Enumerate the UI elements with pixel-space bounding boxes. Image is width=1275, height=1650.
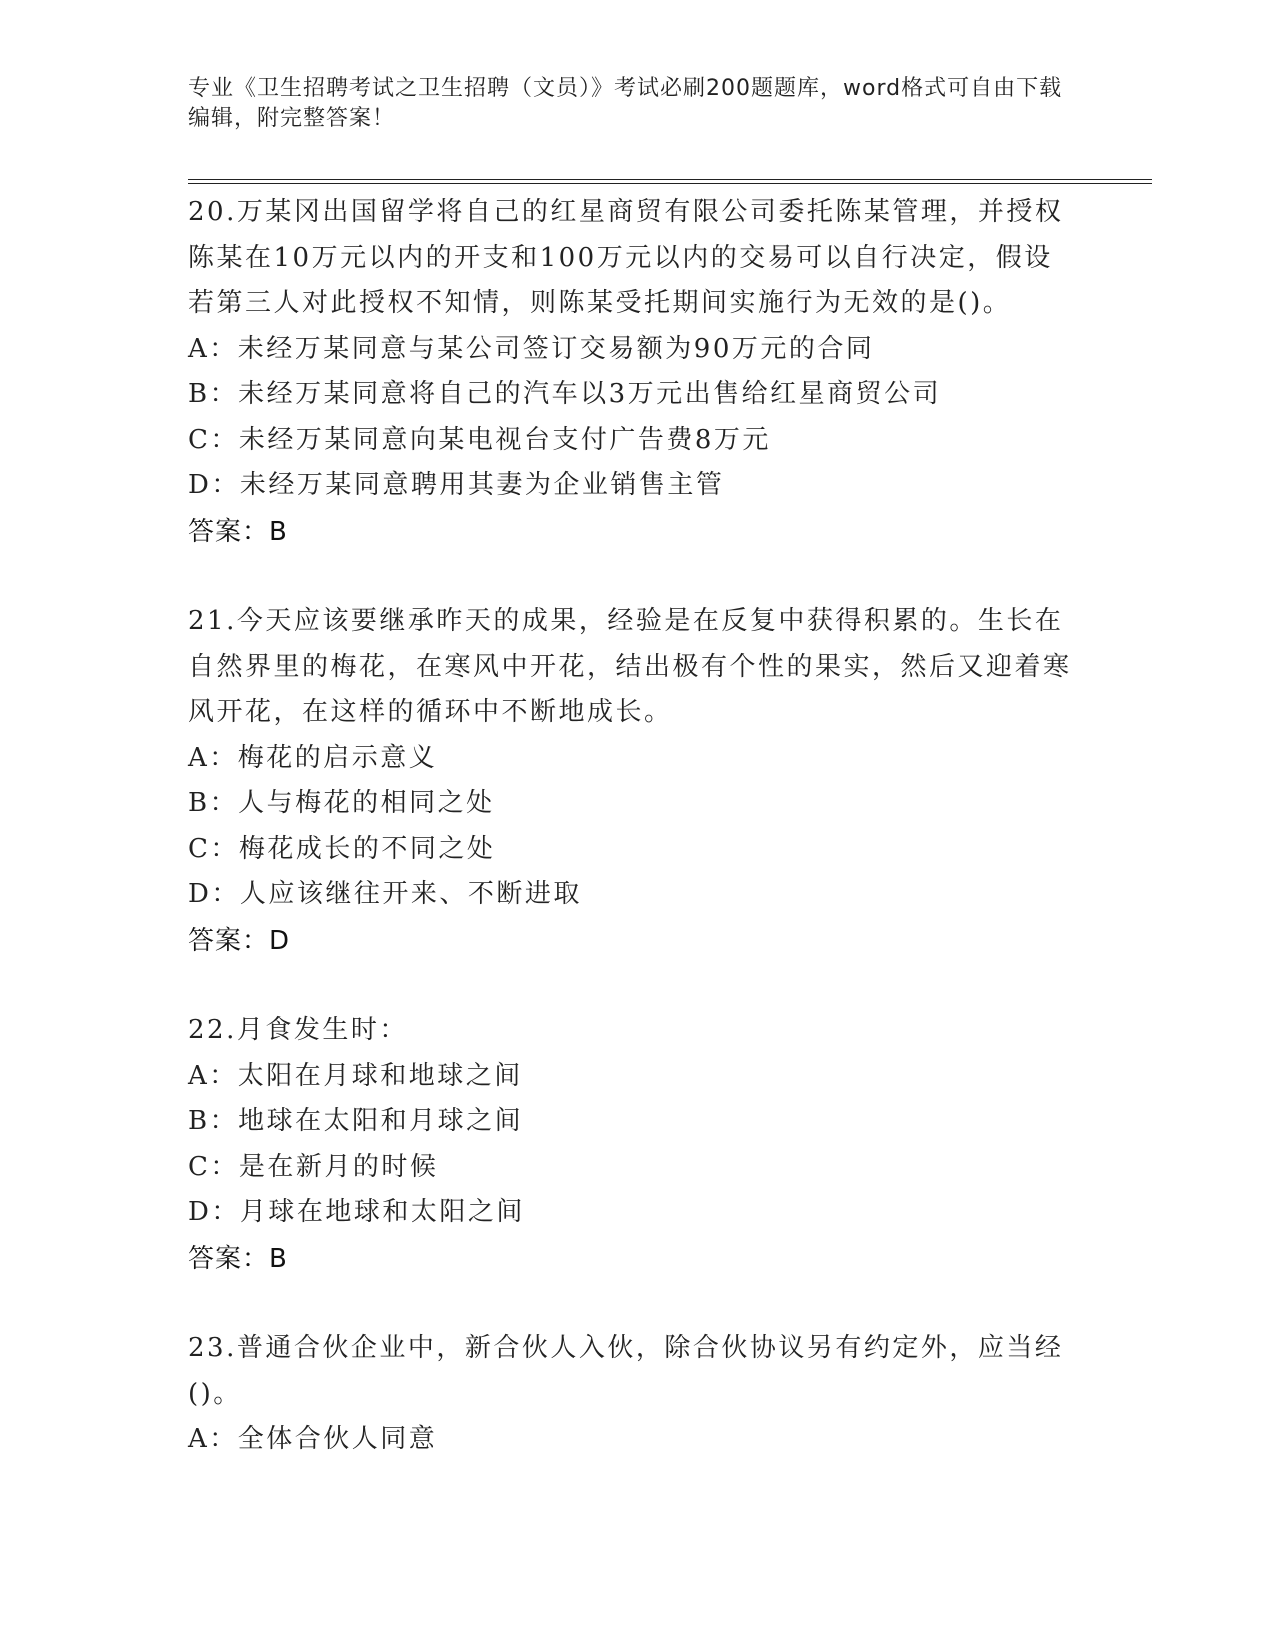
header-divider-top: [188, 179, 1152, 180]
option-c: C：未经万某同意向某电视台支付广告费8万元: [188, 424, 771, 455]
document-title: 专业《卫生招聘考试之卫生招聘（文员）》考试必刷200题题库，word格式可自由下载编辑，附完整答案！: [188, 76, 1063, 131]
question-stem: 23.普通合伙企业中，新合伙人入伙，除合伙协议另有约定外，应当经()。: [188, 1333, 1064, 1409]
option-d: D：人应该继往开来、不断进取: [188, 879, 582, 909]
option-b: B：地球在太阳和月球之间: [188, 1106, 524, 1136]
question-23: [188, 1326, 1078, 1463]
header-divider-bottom: [188, 183, 1152, 184]
answer: 答案：D: [188, 925, 291, 956]
option-b: B：人与梅花的相同之处: [188, 788, 495, 818]
question-21: [188, 599, 1078, 964]
option-a: A：太阳在月球和地球之间: [188, 1060, 523, 1091]
question-stem: 21.今天应该要继承昨天的成果，经验是在反复中获得积累的。生长在自然界里的梅花，在寒风中开花，结出极有个性的果实，然后又迎着寒风开花，在这样的循环中不断地成长。: [188, 606, 1072, 727]
answer: 答案：B: [188, 1243, 288, 1274]
question-22: [188, 1008, 1078, 1282]
option-a: A：全体合伙人同意: [188, 1424, 438, 1454]
question-stem: 20.万某冈出国留学将自己的红星商贸有限公司委托陈某管理，并授权陈某在10万元以内的开支和100万元以内的交易可以自行决定，假设若第三人对此授权不知情，则陈某受托期间实施行为无效的是()。: [188, 197, 1064, 318]
document-header: [188, 74, 1068, 134]
option-d: D：月球在地球和太阳之间: [188, 1197, 525, 1227]
option-a: A：梅花的启示意义: [188, 742, 438, 773]
question-stem: 22.月食发生时：: [188, 1015, 408, 1045]
option-b: B：未经万某同意将自己的汽车以3万元出售给红星商贸公司: [188, 379, 942, 409]
option-a: A：未经万某同意与某公司签订交易额为90万元的合同: [188, 333, 875, 364]
option-d: D：未经万某同意聘用其妻为企业销售主管: [188, 470, 725, 500]
option-c: C：是在新月的时候: [188, 1151, 439, 1182]
question-20: [188, 190, 1078, 555]
answer: 答案：B: [188, 516, 288, 547]
option-c: C：梅花成长的不同之处: [188, 833, 496, 864]
